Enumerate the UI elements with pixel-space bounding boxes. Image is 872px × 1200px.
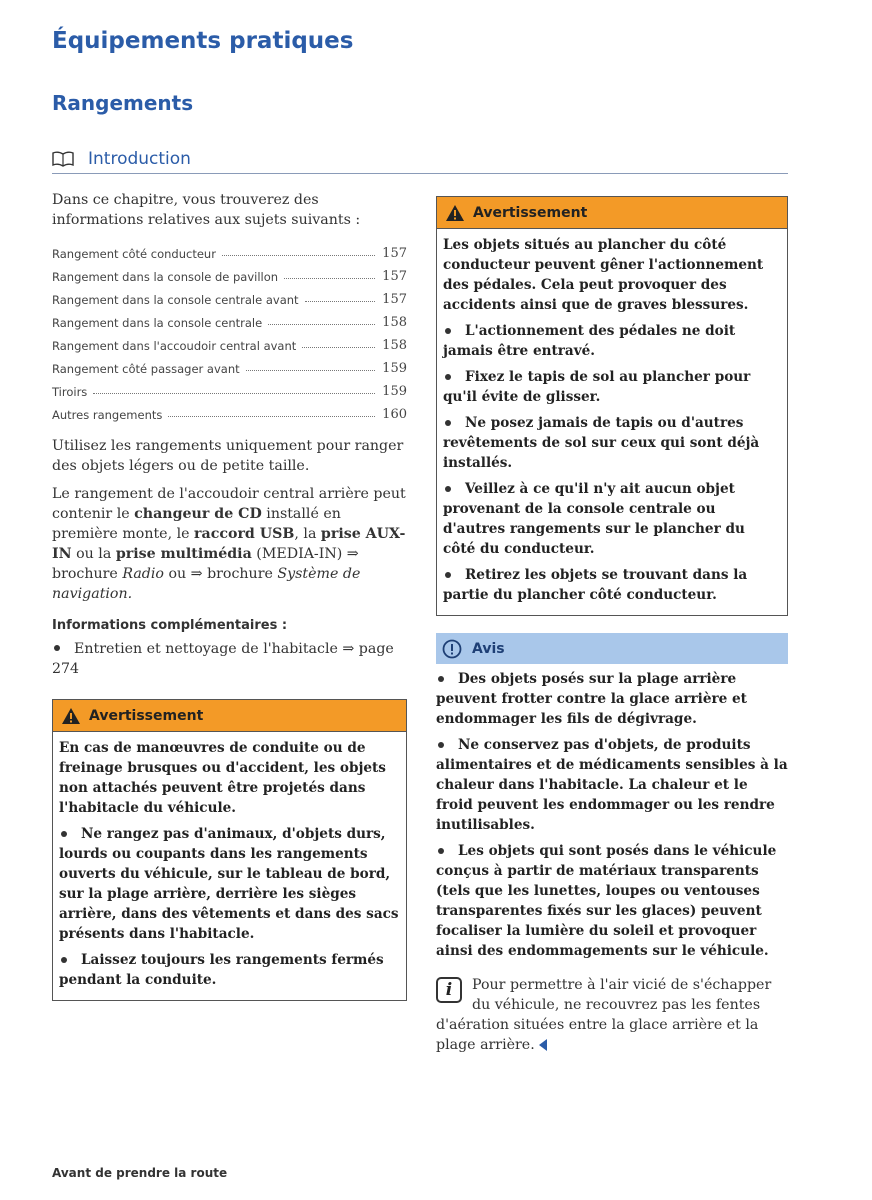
warning-body [53, 732, 406, 1000]
topic-list [52, 238, 407, 422]
info-icon: i [436, 977, 462, 1003]
notice-bullet: Ne conservez pas d'objets, de produits alimentaires et de médicaments sensibles à la chaleur dans l'habitacle. La chaleur et le froid peuvent les endommager ou les rendre inutilisables. [436, 737, 788, 833]
book-icon [52, 151, 74, 167]
topic-list-item[interactable]: Rangement dans la console centrale 158 [52, 315, 407, 330]
info-text: Pour permettre à l'air vicié de s'échapper du véhicule, ne recouvrez pas les fentes d'aération situées entre la glace arrière et la plage arrière. [436, 977, 772, 1053]
intro-text: Dans ce chapitre, vous trouverez des informations relatives aux sujets suivants : [52, 192, 361, 228]
page-footer: Avant de prendre la route [52, 1166, 228, 1180]
section-title: Rangements [52, 91, 194, 115]
notice-title: Avis [472, 640, 505, 657]
warning-title: Avertissement [473, 204, 588, 221]
end-arrow-icon [539, 1039, 547, 1051]
warning-title: Avertissement [89, 707, 204, 724]
topic-list-item[interactable]: Rangement dans l'accoudoir central avant 158 [52, 338, 407, 353]
notice-bullet: Les objets qui sont posés dans le véhicule conçus à partir de matériaux transparents (tels que les lunettes, loupes ou ventouses transparentes fixés sur les glaces) peuvent focaliser la lumière du soleil et provoquer ainsi des endommagements sur le véhicule. [436, 843, 777, 959]
warning-bullet: Fixez le tapis de sol au plancher pour qu'il évite de glisser. [443, 369, 751, 405]
notice-circle-icon [442, 639, 462, 659]
warning-intro: En cas de manœuvres de conduite ou de freinage brusques ou d'accident, les objets non attachés peuvent être projetés dans l'habitacle du véhicule. [59, 740, 386, 816]
warning-bullet: Retirez les objets se trouvant dans la partie du plancher côté conducteur. [443, 567, 748, 603]
warning-header [437, 197, 787, 229]
warning-box [52, 699, 407, 1001]
left-column [52, 190, 407, 1001]
topic-list-item[interactable]: Autres rangements 160 [52, 407, 407, 422]
chapter-title: Équipements pratiques [52, 28, 354, 54]
warning-bullet: Ne posez jamais de tapis ou d'autres revêtements de sol sur ceux qui sont déjà installés. [443, 415, 760, 471]
topic-list-item[interactable]: Rangement dans la console centrale avant 157 [52, 292, 407, 307]
warning-triangle-icon [445, 204, 465, 222]
warning-bullet: L'actionnement des pédales ne doit jamais être entravé. [443, 323, 736, 359]
intro-heading-label: Introduction [88, 149, 191, 169]
topic-list-item[interactable]: Rangement côté conducteur 157 [52, 246, 407, 261]
warning-bullet: Ne rangez pas d'animaux, d'objets durs, lourds ou coupants dans les rangements ouverts du véhicule, sur le tableau de bord, sur la plage arrière, derrière les sièges arrière, dans des vêtements et dans des sacs présents dans l'habitacle. [59, 826, 399, 942]
storage-usage-paragraph: Utilisez les rangements uniquement pour ranger des objets légers ou de petite taille. [52, 438, 404, 474]
warning-triangle-icon [61, 707, 81, 725]
topic-list-item[interactable]: Rangement côté passager avant 159 [52, 361, 407, 376]
notice-bullet: Des objets posés sur la plage arrière peuvent frotter contre la glace arrière et endommager les fils de dégivrage. [436, 671, 747, 727]
intro-heading [52, 144, 788, 174]
info-note [436, 975, 788, 1055]
notice-header [436, 633, 788, 664]
warning-bullet: Laissez toujours les rangements fermés pendant la conduite. [59, 952, 384, 988]
right-column [436, 196, 788, 1055]
warning-intro: Les objets situés au plancher du côté conducteur peuvent gêner l'actionnement des pédales. Cela peut provoquer des accidents ainsi que de graves blessures. [443, 237, 764, 313]
armrest-paragraph: Le rangement de l'accoudoir central arrière peut contenir le changeur de CD installé en première monte, le raccord USB, la prise AUX-IN ou la prise multimédia (MEDIA-IN) ⇒ brochure Radio ou ⇒ brochure Système de navigation. [52, 486, 406, 602]
warning-box [436, 196, 788, 616]
more-info-heading: Informations complémentaires : [52, 618, 288, 633]
warning-bullet: Veillez à ce qu'il n'y ait aucun objet provenant de la console centrale ou d'autres rangements sur le plancher du côté du conducteur. [443, 481, 745, 557]
notice-body [436, 664, 788, 961]
topic-list-item[interactable]: Tiroirs 159 [52, 384, 407, 399]
more-info-item[interactable]: Entretien et nettoyage de l'habitacle ⇒ page 274 [52, 641, 394, 677]
warning-header [53, 700, 406, 732]
warning-body [437, 229, 787, 615]
topic-list-item[interactable]: Rangement dans la console de pavillon 157 [52, 269, 407, 284]
